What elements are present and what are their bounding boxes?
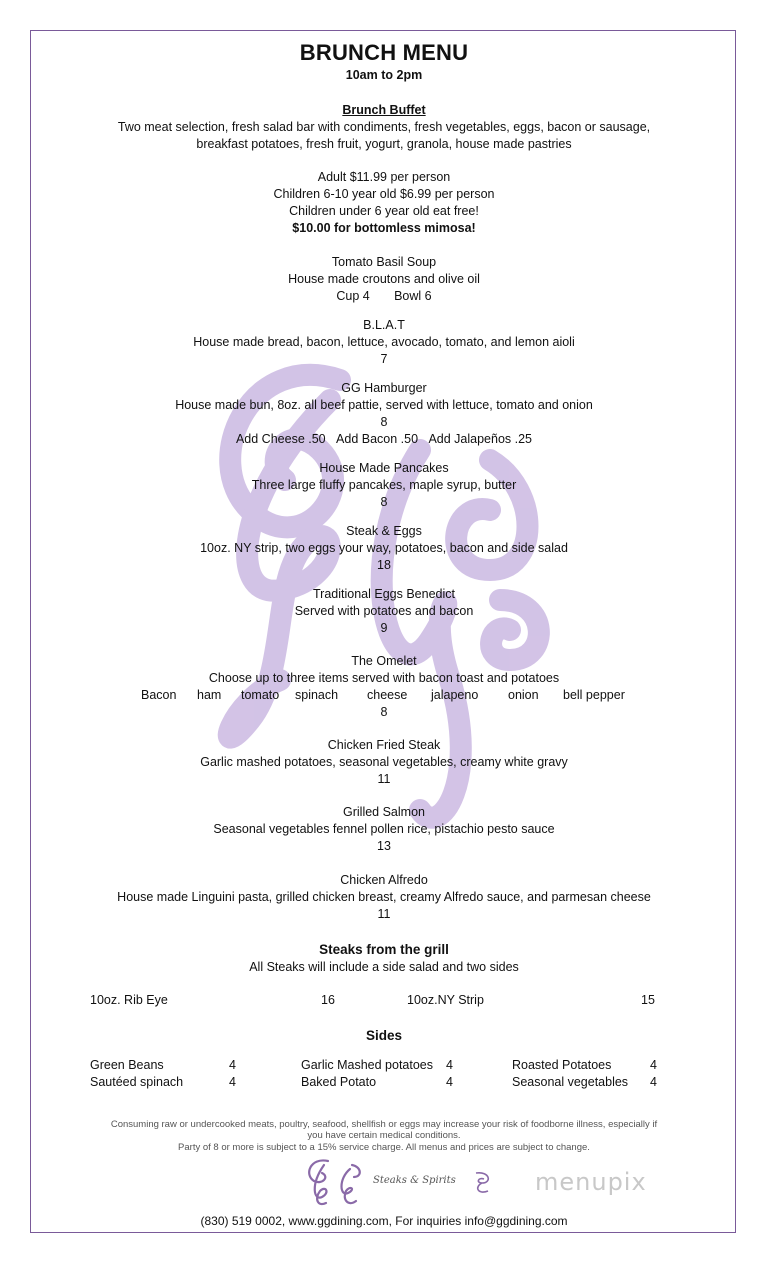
steak-rib-eye-price: 16	[321, 993, 335, 1007]
steaks-note: All Steaks will include a side salad and two sides	[249, 960, 519, 974]
steak-rib-eye: 10oz. Rib Eye	[90, 993, 168, 1007]
buffet-mimosa: $10.00 for bottomless mimosa!	[292, 221, 476, 235]
item-desc: House made croutons and olive oil	[288, 272, 480, 286]
logo-flourish-icon	[472, 1169, 494, 1195]
buffet-price-under6: Children under 6 year old eat free!	[289, 204, 479, 218]
item-price: 18	[377, 558, 391, 572]
item-price: 9	[380, 621, 388, 635]
side-price: 4	[229, 1058, 236, 1072]
contact-info: (830) 519 0002, www.ggdining.com, For inquiries info@ggdining.com	[200, 1214, 568, 1228]
omelet-option: cheese	[367, 688, 408, 702]
item-desc: House made Linguini pasta, grilled chicken breast, creamy Alfredo sauce, and parmesan cheese	[117, 890, 651, 904]
item-price: 11	[377, 907, 391, 921]
item-desc: Choose up to three items served with bacon toast and potatoes	[208, 671, 560, 685]
item-name: House Made Pancakes	[319, 461, 449, 475]
item-name: Grilled Salmon	[343, 805, 425, 819]
item-price: 8	[380, 495, 388, 509]
side-price: 4	[650, 1075, 657, 1089]
menupix-watermark: menupix	[535, 1168, 647, 1196]
steak-ny-strip: 10oz.NY Strip	[407, 993, 484, 1007]
steak-ny-strip-price: 15	[641, 993, 655, 1007]
item-name: The Omelet	[351, 654, 417, 668]
item-price: 8	[380, 415, 388, 429]
item-desc: House made bread, bacon, lettuce, avocado, tomato, and lemon aioli	[193, 335, 575, 349]
buffet-price-adult: Adult $11.99 per person	[317, 170, 451, 184]
item-name: Steak & Eggs	[346, 524, 422, 538]
omelet-option: onion	[508, 688, 539, 702]
buffet-heading: Brunch Buffet	[342, 103, 426, 117]
item-name: Tomato Basil Soup	[331, 255, 437, 269]
side-price: 4	[446, 1058, 453, 1072]
item-name: Chicken Fried Steak	[327, 738, 441, 752]
gg-logo	[300, 1155, 500, 1210]
disclaimer-line-2: you have certain medical conditions.	[307, 1130, 461, 1141]
steaks-heading: Steaks from the grill	[319, 942, 449, 957]
omelet-option: spinach	[295, 688, 339, 702]
item-price: 13	[377, 839, 391, 853]
page-title: BRUNCH MENU	[299, 40, 469, 65]
disclaimer-line-3: Party of 8 or more is subject to a 15% service charge. All menus and prices are subject to change.	[178, 1142, 590, 1153]
hours: 10am to 2pm	[345, 68, 423, 82]
side-name: Green Beans	[90, 1058, 164, 1072]
item-desc: House made bun, 8oz. all beef pattie, served with lettuce, tomato and onion	[175, 398, 593, 412]
side-name: Seasonal vegetables	[512, 1075, 629, 1089]
buffet-desc-1: Two meat selection, fresh salad bar with condiments, fresh vegetables, eggs, bacon or sausage,	[117, 120, 651, 134]
logo-tagline: Steaks & Spirits	[373, 1175, 456, 1186]
side-name: Baked Potato	[301, 1075, 377, 1089]
side-name: Roasted Potatoes	[512, 1058, 612, 1072]
omelet-option: tomato	[241, 688, 280, 702]
side-price: 4	[229, 1075, 236, 1089]
item-name: GG Hamburger	[341, 381, 427, 395]
sides-heading: Sides	[365, 1028, 403, 1043]
item-price: 8	[380, 705, 388, 719]
gg-logo-icon	[300, 1155, 370, 1210]
item-desc: Garlic mashed potatoes, seasonal vegetables, creamy white gravy	[200, 755, 568, 769]
item-desc: Seasonal vegetables fennel pollen rice, pistachio pesto sauce	[213, 822, 555, 836]
item-price: 7	[380, 352, 388, 366]
item-desc: 10oz. NY strip, two eggs your way, potatoes, bacon and side salad	[200, 541, 568, 555]
buffet-desc-2: breakfast potatoes, fresh fruit, yogurt, granola, house made pastries	[196, 137, 572, 151]
side-name: Sautéed spinach	[90, 1075, 184, 1089]
item-extras: Add Cheese .50 Add Bacon .50 Add Jalapeños .25	[235, 432, 533, 446]
item-price: Cup 4 Bowl 6	[336, 289, 432, 303]
omelet-option: ham	[197, 688, 222, 702]
disclaimer-line-1: Consuming raw or undercooked meats, poultry, seafood, shellfish or eggs may increase your risk of foodborne illness, especially if	[110, 1119, 658, 1130]
buffet-price-children: Children 6-10 year old $6.99 per person	[273, 187, 495, 201]
omelet-option: Bacon	[141, 688, 177, 702]
item-name: Chicken Alfredo	[340, 873, 428, 887]
omelet-option: bell pepper	[563, 688, 625, 702]
item-desc: Three large fluffy pancakes, maple syrup, butter	[251, 478, 517, 492]
omelet-option: jalapeno	[431, 688, 479, 702]
item-price: 11	[377, 772, 391, 786]
item-name: Traditional Eggs Benedict	[313, 587, 455, 601]
side-price: 4	[650, 1058, 657, 1072]
item-name: B.L.A.T	[363, 318, 405, 332]
item-desc: Served with potatoes and bacon	[294, 604, 474, 618]
side-price: 4	[446, 1075, 453, 1089]
side-name: Garlic Mashed potatoes	[301, 1058, 434, 1072]
